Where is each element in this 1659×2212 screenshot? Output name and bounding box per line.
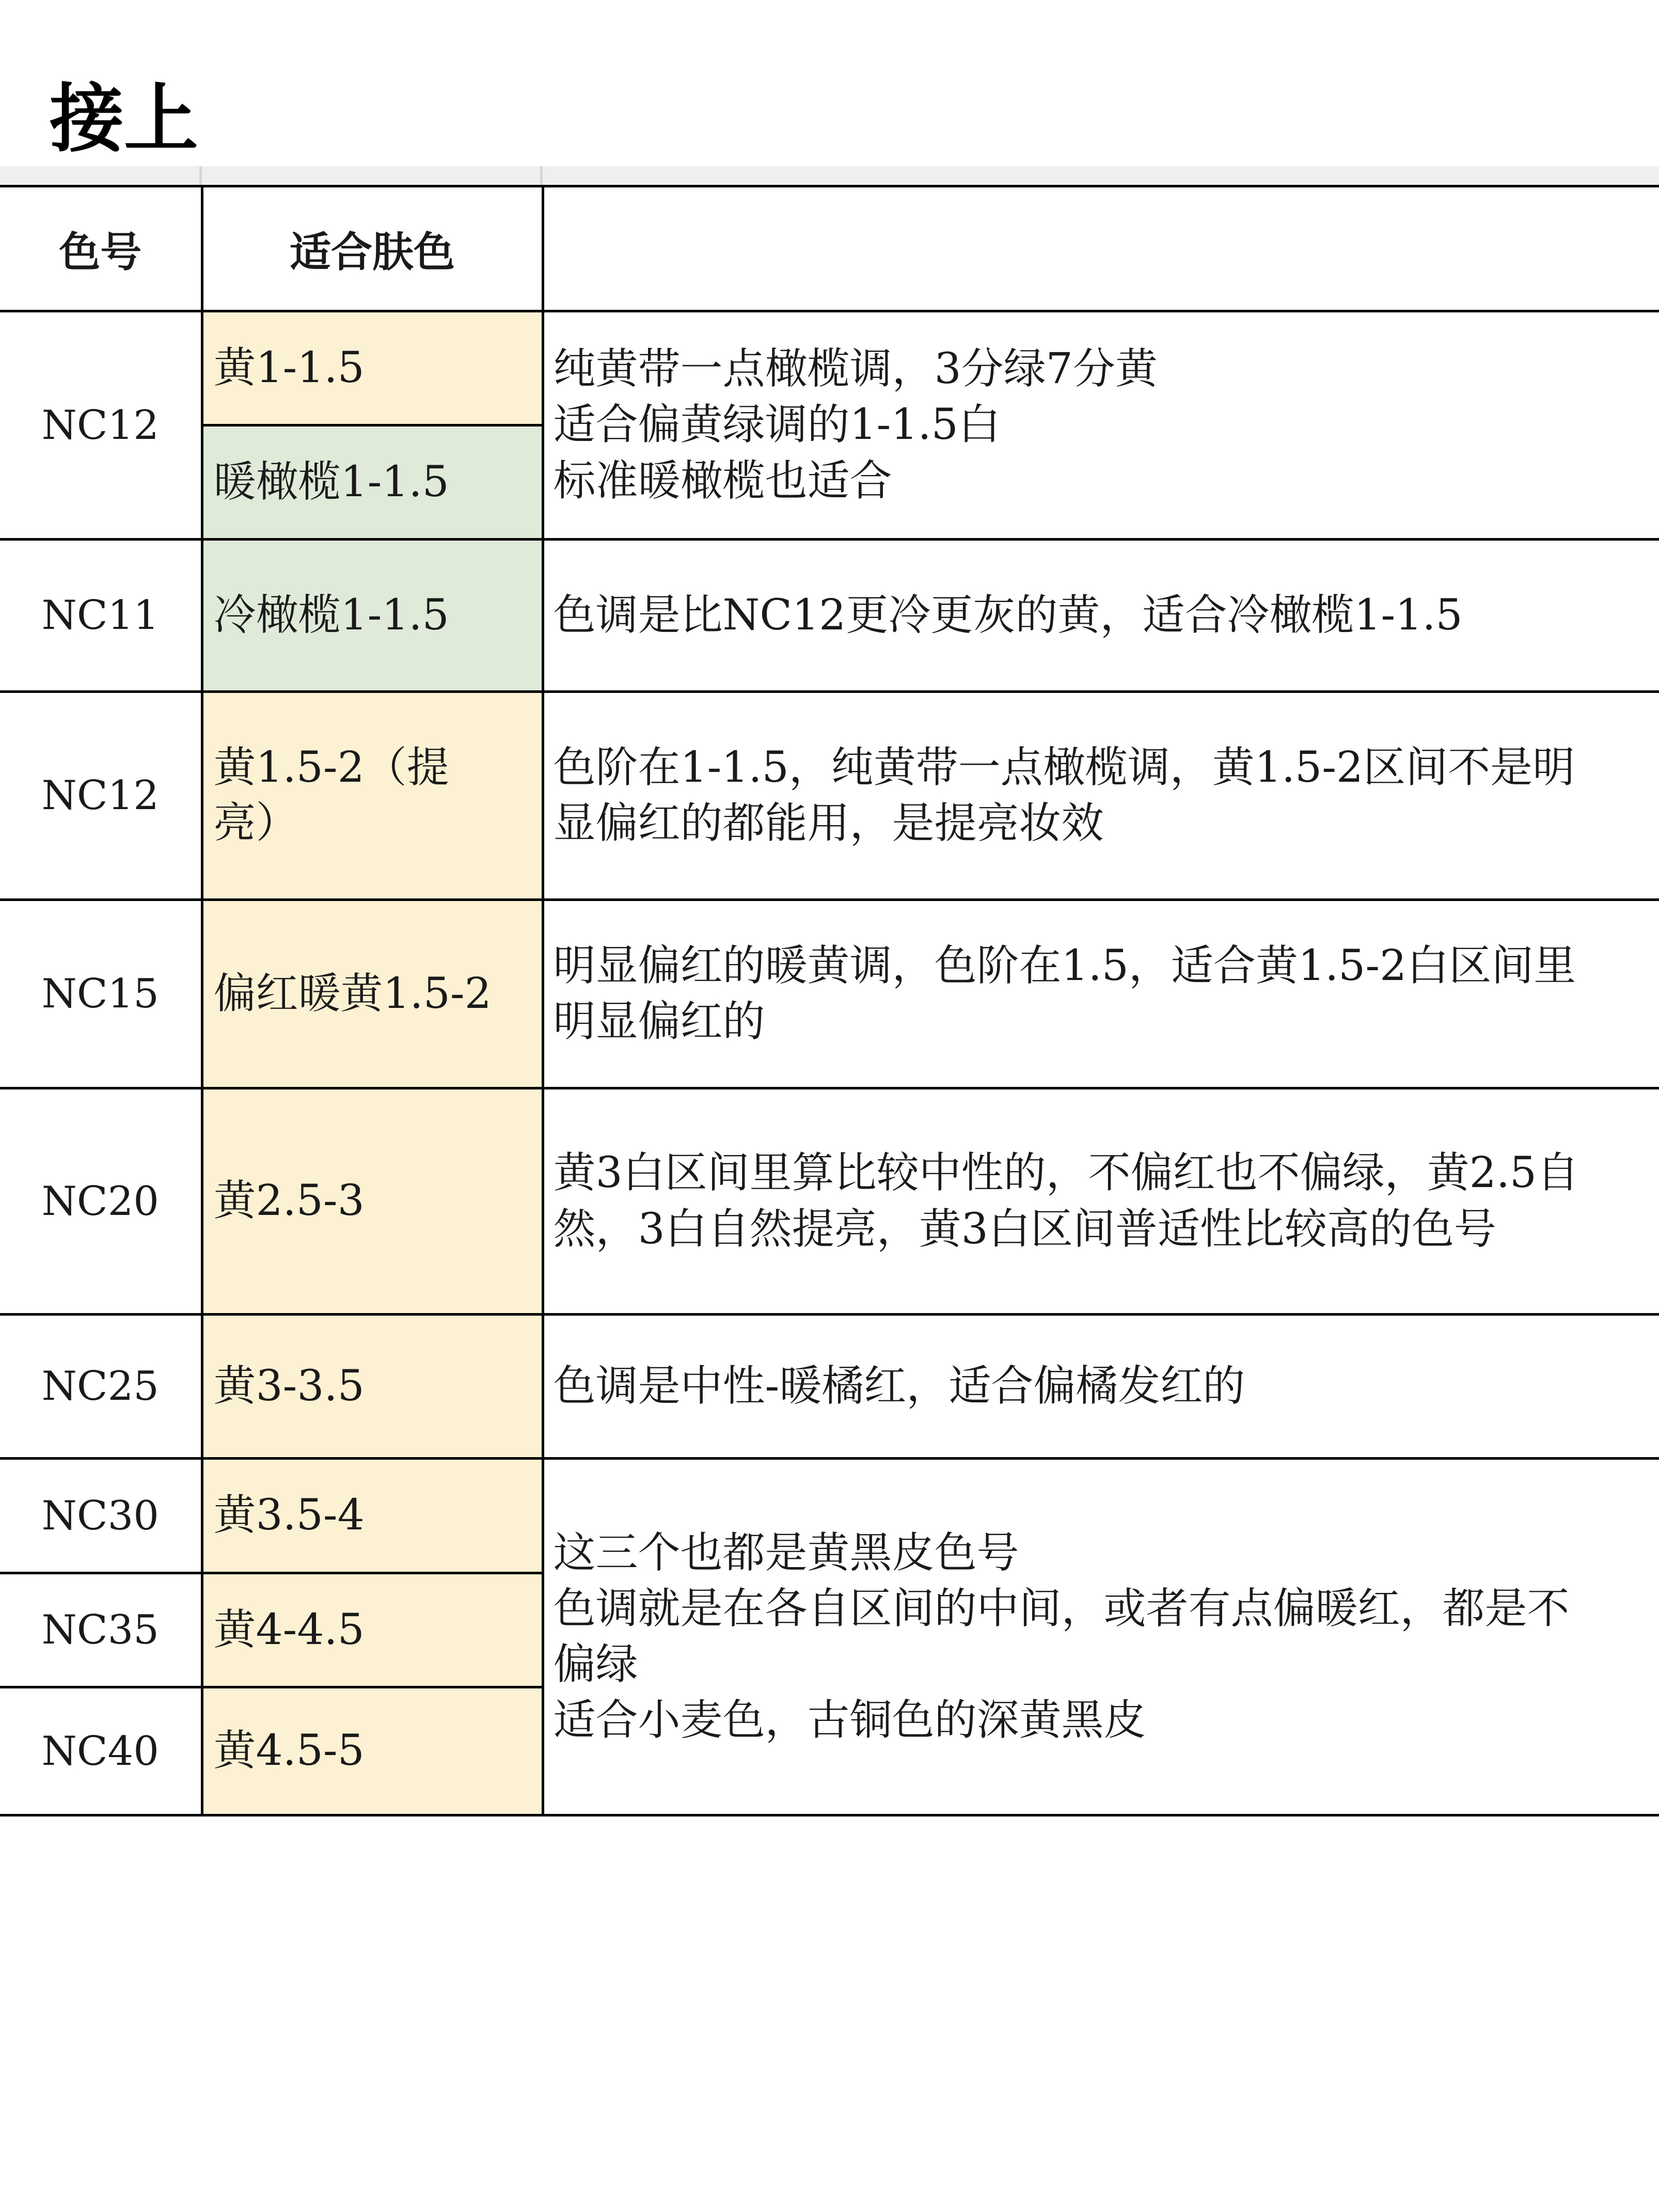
description-line: 明显偏红的 [553,997,765,1046]
shade-code-cell[interactable]: NC25 [0,1315,202,1459]
skin-tone-cell[interactable]: 暖橄榄1-1.5 [202,425,543,540]
description-line: 这三个也都是黄黑皮色号 [553,1528,1019,1577]
skin-tone-cell[interactable]: 黄4-4.5 [202,1573,543,1687]
skin-tone-cell[interactable]: 黄2.5-3 [202,1088,543,1315]
description-cell[interactable] [543,900,1659,1088]
description-line: 色调是比NC12更冷更灰的黄，适合冷橄榄1-1.5 [553,590,1463,640]
description-line: 适合小麦色，古铜色的深黄黑皮 [553,1696,1146,1745]
description-cell[interactable] [543,1088,1659,1315]
header-shade-code[interactable]: 色号 [0,186,202,311]
column-separator[interactable] [540,166,543,186]
skin-tone-cell[interactable]: 冷橄榄1-1.5 [202,540,543,692]
skin-tone-cell[interactable]: 黄1-1.5 [202,311,543,425]
description-cell[interactable] [543,311,1659,540]
header-description[interactable] [543,186,1659,311]
table-header-row [0,186,1659,311]
description-line: 色调就是在各自区间的中间，或者有点偏暖红，都是不 [553,1584,1570,1633]
skin-tone-cell[interactable] [202,692,543,900]
foundation-shade-table [0,185,1659,1816]
page-title: 接上 [50,75,199,162]
skin-tone-cell[interactable]: 黄3.5-4 [202,1459,543,1573]
shade-code-cell[interactable]: NC40 [0,1687,202,1815]
column-header-strip [0,166,1659,186]
description-line: 纯黄带一点橄榄调，3分绿7分黄 [553,344,1158,394]
table-row [0,900,1659,1088]
header-skin-tone[interactable]: 适合肤色 [202,186,543,311]
skin-tone-cell[interactable]: 黄3-3.5 [202,1315,543,1459]
table-row [0,1459,1659,1573]
table-row [0,540,1659,692]
shade-code-cell[interactable]: NC35 [0,1573,202,1687]
description-cell[interactable] [543,1315,1659,1459]
shade-code-cell[interactable]: NC12 [0,311,202,540]
shade-code-cell[interactable]: NC20 [0,1088,202,1315]
description-cell[interactable] [543,540,1659,692]
description-line: 色阶在1-1.5，纯黄带一点橄榄调，黄1.5-2区间不是明 [553,742,1575,792]
description-line: 显偏红的都能用，是提亮妆效 [553,799,1104,848]
description-cell[interactable] [543,1459,1659,1815]
description-line: 然，3白自然提亮，黄3白区间普适性比较高的色号 [553,1204,1496,1254]
table-row [0,311,1659,425]
description-cell[interactable] [543,692,1659,900]
skin-tone-text: 黄1.5-2（提亮） [213,743,449,847]
shade-code-cell[interactable]: NC12 [0,692,202,900]
description-line: 黄3白区间里算比较中性的，不偏红也不偏绿，黄2.5自 [553,1148,1579,1198]
description-line: 标准暖橄榄也适合 [553,456,892,505]
table-row [0,1315,1659,1459]
shade-code-cell[interactable]: NC15 [0,900,202,1088]
column-separator[interactable] [199,166,202,186]
skin-tone-cell[interactable]: 偏红暖黄1.5-2 [202,900,543,1088]
description-line: 色调是中性-暖橘红，适合偏橘发红的 [553,1361,1245,1411]
description-line: 偏绿 [553,1640,638,1689]
shade-code-cell[interactable]: NC30 [0,1459,202,1573]
shade-code-cell[interactable]: NC11 [0,540,202,692]
table-row [0,692,1659,900]
description-line: 明显偏红的暖黄调，色阶在1.5，适合黄1.5-2白区间里 [553,941,1576,990]
skin-tone-cell[interactable]: 黄4.5-5 [202,1687,543,1815]
table-row [0,1088,1659,1315]
description-line: 适合偏黄绿调的1-1.5白 [553,400,1001,450]
